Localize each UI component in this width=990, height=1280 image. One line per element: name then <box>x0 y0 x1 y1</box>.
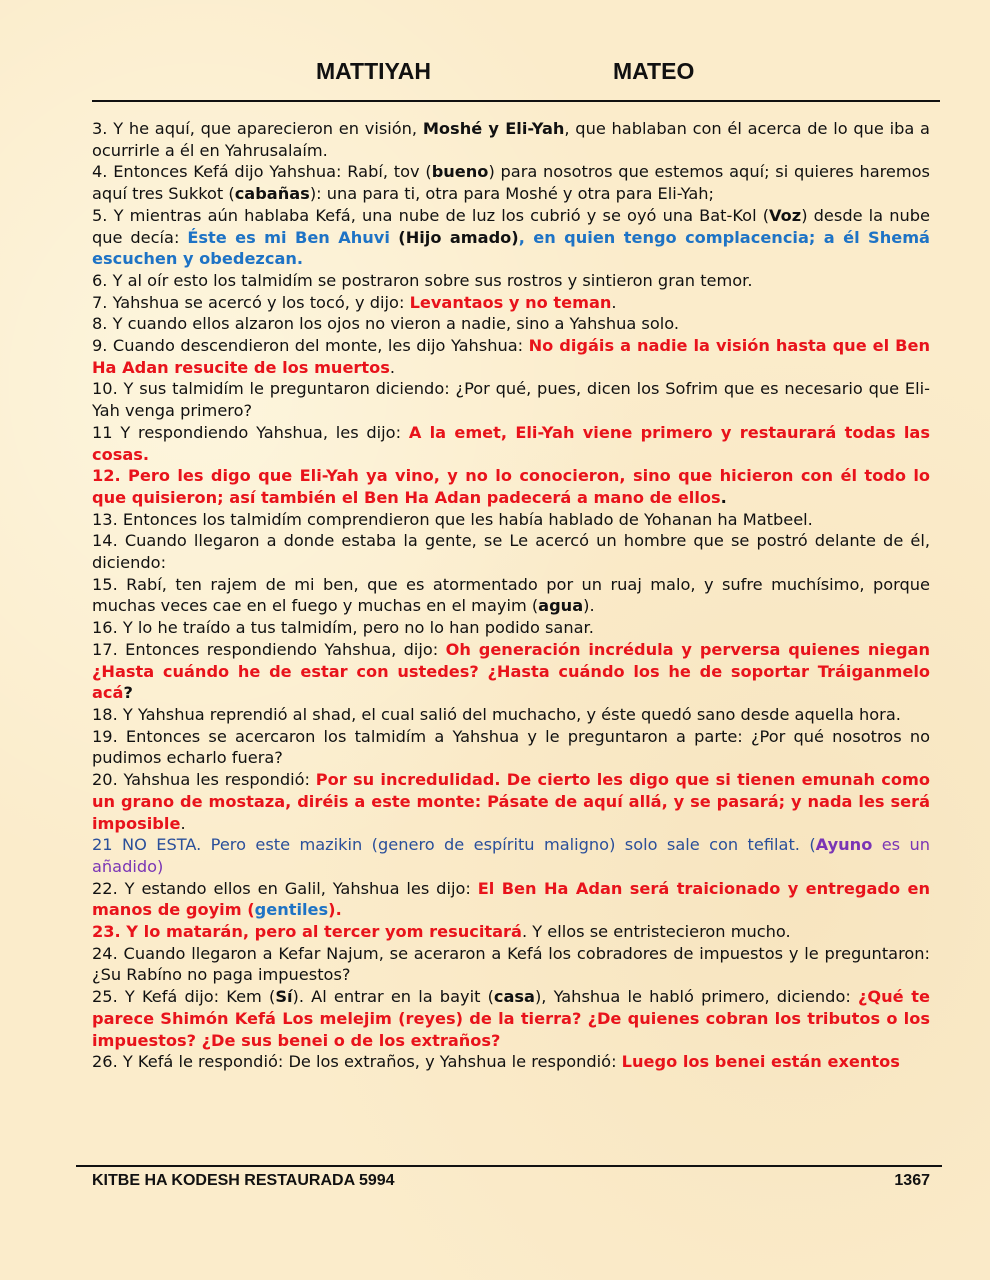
verse-v4 <box>92 161 930 204</box>
verse-text: No digáis a nadie la visión hasta que el Ben Ha Adan resucite de los muertos <box>92 336 931 377</box>
verse-text: cabañas <box>234 184 310 204</box>
verse-v26 <box>92 1051 930 1073</box>
verse-text: 9. Cuando descendieron del monte, les dijo Yahshua: <box>92 336 529 356</box>
verse-v20 <box>92 769 930 834</box>
verse-text: ¿Qué te parece Shimón Kefá Los melejim (reyes) de la tierra? ¿De quienes cobran los tributos o los impuestos? ¿De sus benei o de los extraños? <box>92 987 930 1050</box>
verse-text: 23. Y lo matarán, pero al tercer yom resucitará <box>92 922 522 942</box>
verse-text: 12. Pero les digo que Eli-Yah ya vino, y no lo conocieron, sino que hicieron con él todo lo que quisieron; así también el Ben Ha Adan padecerá a mano de ellos <box>92 466 930 507</box>
verse-text: 21 NO ESTA. Pero este mazikin (genero de espíritu maligno) solo sale con tefilat. ( <box>92 835 816 855</box>
verse-text: A la emet, Eli-Yah viene primero y restaurará todas las cosas. <box>92 422 930 464</box>
verse-text: 20. Yahshua les respondió: <box>92 770 316 790</box>
page-number: 1367 <box>894 1172 930 1189</box>
verse-v15 <box>92 574 930 617</box>
verse-text: 25. Y Kefá dijo: Kem ( <box>92 987 276 1007</box>
verse-text: Por su incredulidad. De cierto les digo que si tienen emunah como un grano de mostaza, diréis a este monte: Pásate de aquí allá, y se pasará; y nada les será imposible <box>92 770 930 833</box>
verse-text: 8. Y cuando ellos alzaron los ojos no vieron a nadie, sino a Yahshua solo. <box>92 314 680 334</box>
verse-text: 18. Y Yahshua reprendió al shad, el cual salió del muchacho, y éste quedó sano desde aquella hora. <box>92 704 901 724</box>
verse-text: ). <box>583 596 595 616</box>
verse-text: , que hablaban con él acerca de lo que iba a ocurrirle a él en Yahrusalaím. <box>92 119 930 160</box>
verse-text: 10. Y sus talmidím le preguntaron diciendo: ¿Por qué, pues, dicen los Sofrim que es necesario que Eli-Yah venga primero? <box>92 379 930 421</box>
verse-text: 7. Yahshua se acercó y los tocó, y dijo: <box>92 292 410 312</box>
verse-text: 3. Y he aquí, que aparecieron en visión, <box>92 119 423 138</box>
verse-v11 <box>92 422 930 465</box>
verse-text: 16. Y lo he traído a tus talmidím, pero no lo han podido sanar. <box>92 618 594 638</box>
header-title-spanish: MATEO <box>613 58 695 84</box>
verse-text: 17. Entonces respondiendo Yahshua, dijo: <box>92 639 446 659</box>
verse-text: ). Al entrar en la bayit ( <box>292 987 494 1007</box>
verse-v22 <box>92 878 930 921</box>
verse-text: Éste es mi Ben Ahuvi <box>187 227 390 247</box>
verse-text: gentiles <box>254 900 329 920</box>
verse-v16 <box>92 617 930 639</box>
verse-text: ) desde la nube que decía: <box>92 205 930 247</box>
verse-v24 <box>92 943 930 986</box>
verse-v5 <box>92 205 930 270</box>
verse-text: El Ben Ha Adan será traicionado y entregado en manos de goyim ( <box>92 878 930 920</box>
verse-text: . <box>389 357 396 377</box>
scripture-text <box>92 118 930 1073</box>
verse-text: ) para nosotros que estemos aquí; si quieres haremos aquí tres Sukkot ( <box>92 162 930 204</box>
verse-text: . <box>180 813 186 833</box>
verse-v21 <box>92 834 930 877</box>
page-header <box>0 58 990 92</box>
page-footer <box>92 1172 930 1194</box>
verse-text: 26. Y Kefá le respondió: De los extraños, y Yahshua le respondió: <box>92 1052 622 1072</box>
verse-v19 <box>92 726 930 769</box>
verse-v25 <box>92 986 930 1051</box>
header-divider <box>92 100 940 102</box>
verse-text: ): una para ti, otra para Moshé y otra para Eli-Yah; <box>309 184 714 204</box>
verse-text: ), Yahshua le habló primero, diciendo: <box>534 987 858 1007</box>
verse-text: 6. Y al oír esto los talmidím se postraron sobre sus rostros y sintieron gran temor. <box>92 270 753 290</box>
verse-text: 13. Entonces los talmidím comprendieron que les había hablado de Yohanan ha Matbeel. <box>92 509 813 529</box>
verse-v13 <box>92 509 930 531</box>
verse-text: Sí <box>275 987 293 1007</box>
verse-text: 14. Cuando llegaron a donde estaba la gente, se Le acercó un hombre que se postró delante de él, diciendo: <box>92 531 930 573</box>
verse-text: 24. Cuando llegaron a Kefar Najum, se aceraron a Kefá los cobradores de impuestos y le preguntaron: ¿Su Rabíno no paga impuestos? <box>92 943 930 985</box>
footer-book-title: KITBE HA KODESH RESTAURADA 5994 <box>92 1172 395 1189</box>
verse-text: 22. Y estando ellos en Galil, Yahshua les dijo: <box>92 878 478 898</box>
verse-text: 19. Entonces se acercaron los talmidím a Yahshua y le preguntaron a parte: ¿Por qué nosotros no pudimos echarlo fuera? <box>92 726 930 768</box>
verse-text: bueno <box>431 162 489 182</box>
verse-v8 <box>92 313 930 335</box>
verse-v17 <box>92 639 930 704</box>
verse-text: Oh generación incrédula y perversa quienes niegan ¿Hasta cuándo he de estar con ustedes? ¿Hasta cuándo los he de soportar Tráiganmelo acá <box>92 639 930 703</box>
header-title-hebrew: MATTIYAH <box>316 58 431 84</box>
verse-v7 <box>92 292 930 314</box>
verse-v23 <box>92 921 930 943</box>
verse-text: agua <box>538 596 584 616</box>
verse-text: Voz <box>769 205 802 225</box>
verse-v6 <box>92 270 930 292</box>
verse-v14 <box>92 530 930 573</box>
verse-text: 4. Entonces Kefá dijo Yahshua: Rabí, tov ( <box>92 162 432 182</box>
verse-v10 <box>92 378 930 421</box>
verse-v18 <box>92 704 930 726</box>
verse-text: 11 Y respondiendo Yahshua, les dijo: <box>92 422 409 442</box>
verse-text: . Y ellos se entristecieron mucho. <box>521 922 791 942</box>
verse-text: Levantaos y no teman <box>409 292 612 312</box>
verse-text: Ayuno <box>815 835 873 855</box>
verse-text: 15. Rabí, ten rajem de mi ben, que es atormentado por un ruaj malo, y sufre muchísimo, porque muchas veces cae en el fuego y muchas en el mayim ( <box>92 574 930 616</box>
verse-text: . <box>611 292 617 312</box>
verse-text: es un añadido) <box>92 835 930 876</box>
verse-text: , en quien tengo complacencia; a él Shemá escuchen y obedezcan. <box>92 227 930 269</box>
verse-text: ). <box>328 900 342 920</box>
verse-v3 <box>92 118 930 161</box>
verse-text: ? <box>123 683 133 703</box>
verse-text: casa <box>493 987 535 1007</box>
verse-text: . <box>720 487 727 507</box>
verse-text: 5. Y mientras aún hablaba Kefá, una nube de luz los cubrió y se oyó una Bat-Kol ( <box>92 205 770 225</box>
verse-v12 <box>92 465 930 508</box>
verse-text: Moshé y Eli-Yah <box>422 119 565 138</box>
verse-text: Luego los benei están exentos <box>621 1052 900 1072</box>
verse-text: (Hijo amado) <box>389 227 519 247</box>
verse-v9 <box>92 335 930 378</box>
footer-divider <box>76 1165 942 1167</box>
